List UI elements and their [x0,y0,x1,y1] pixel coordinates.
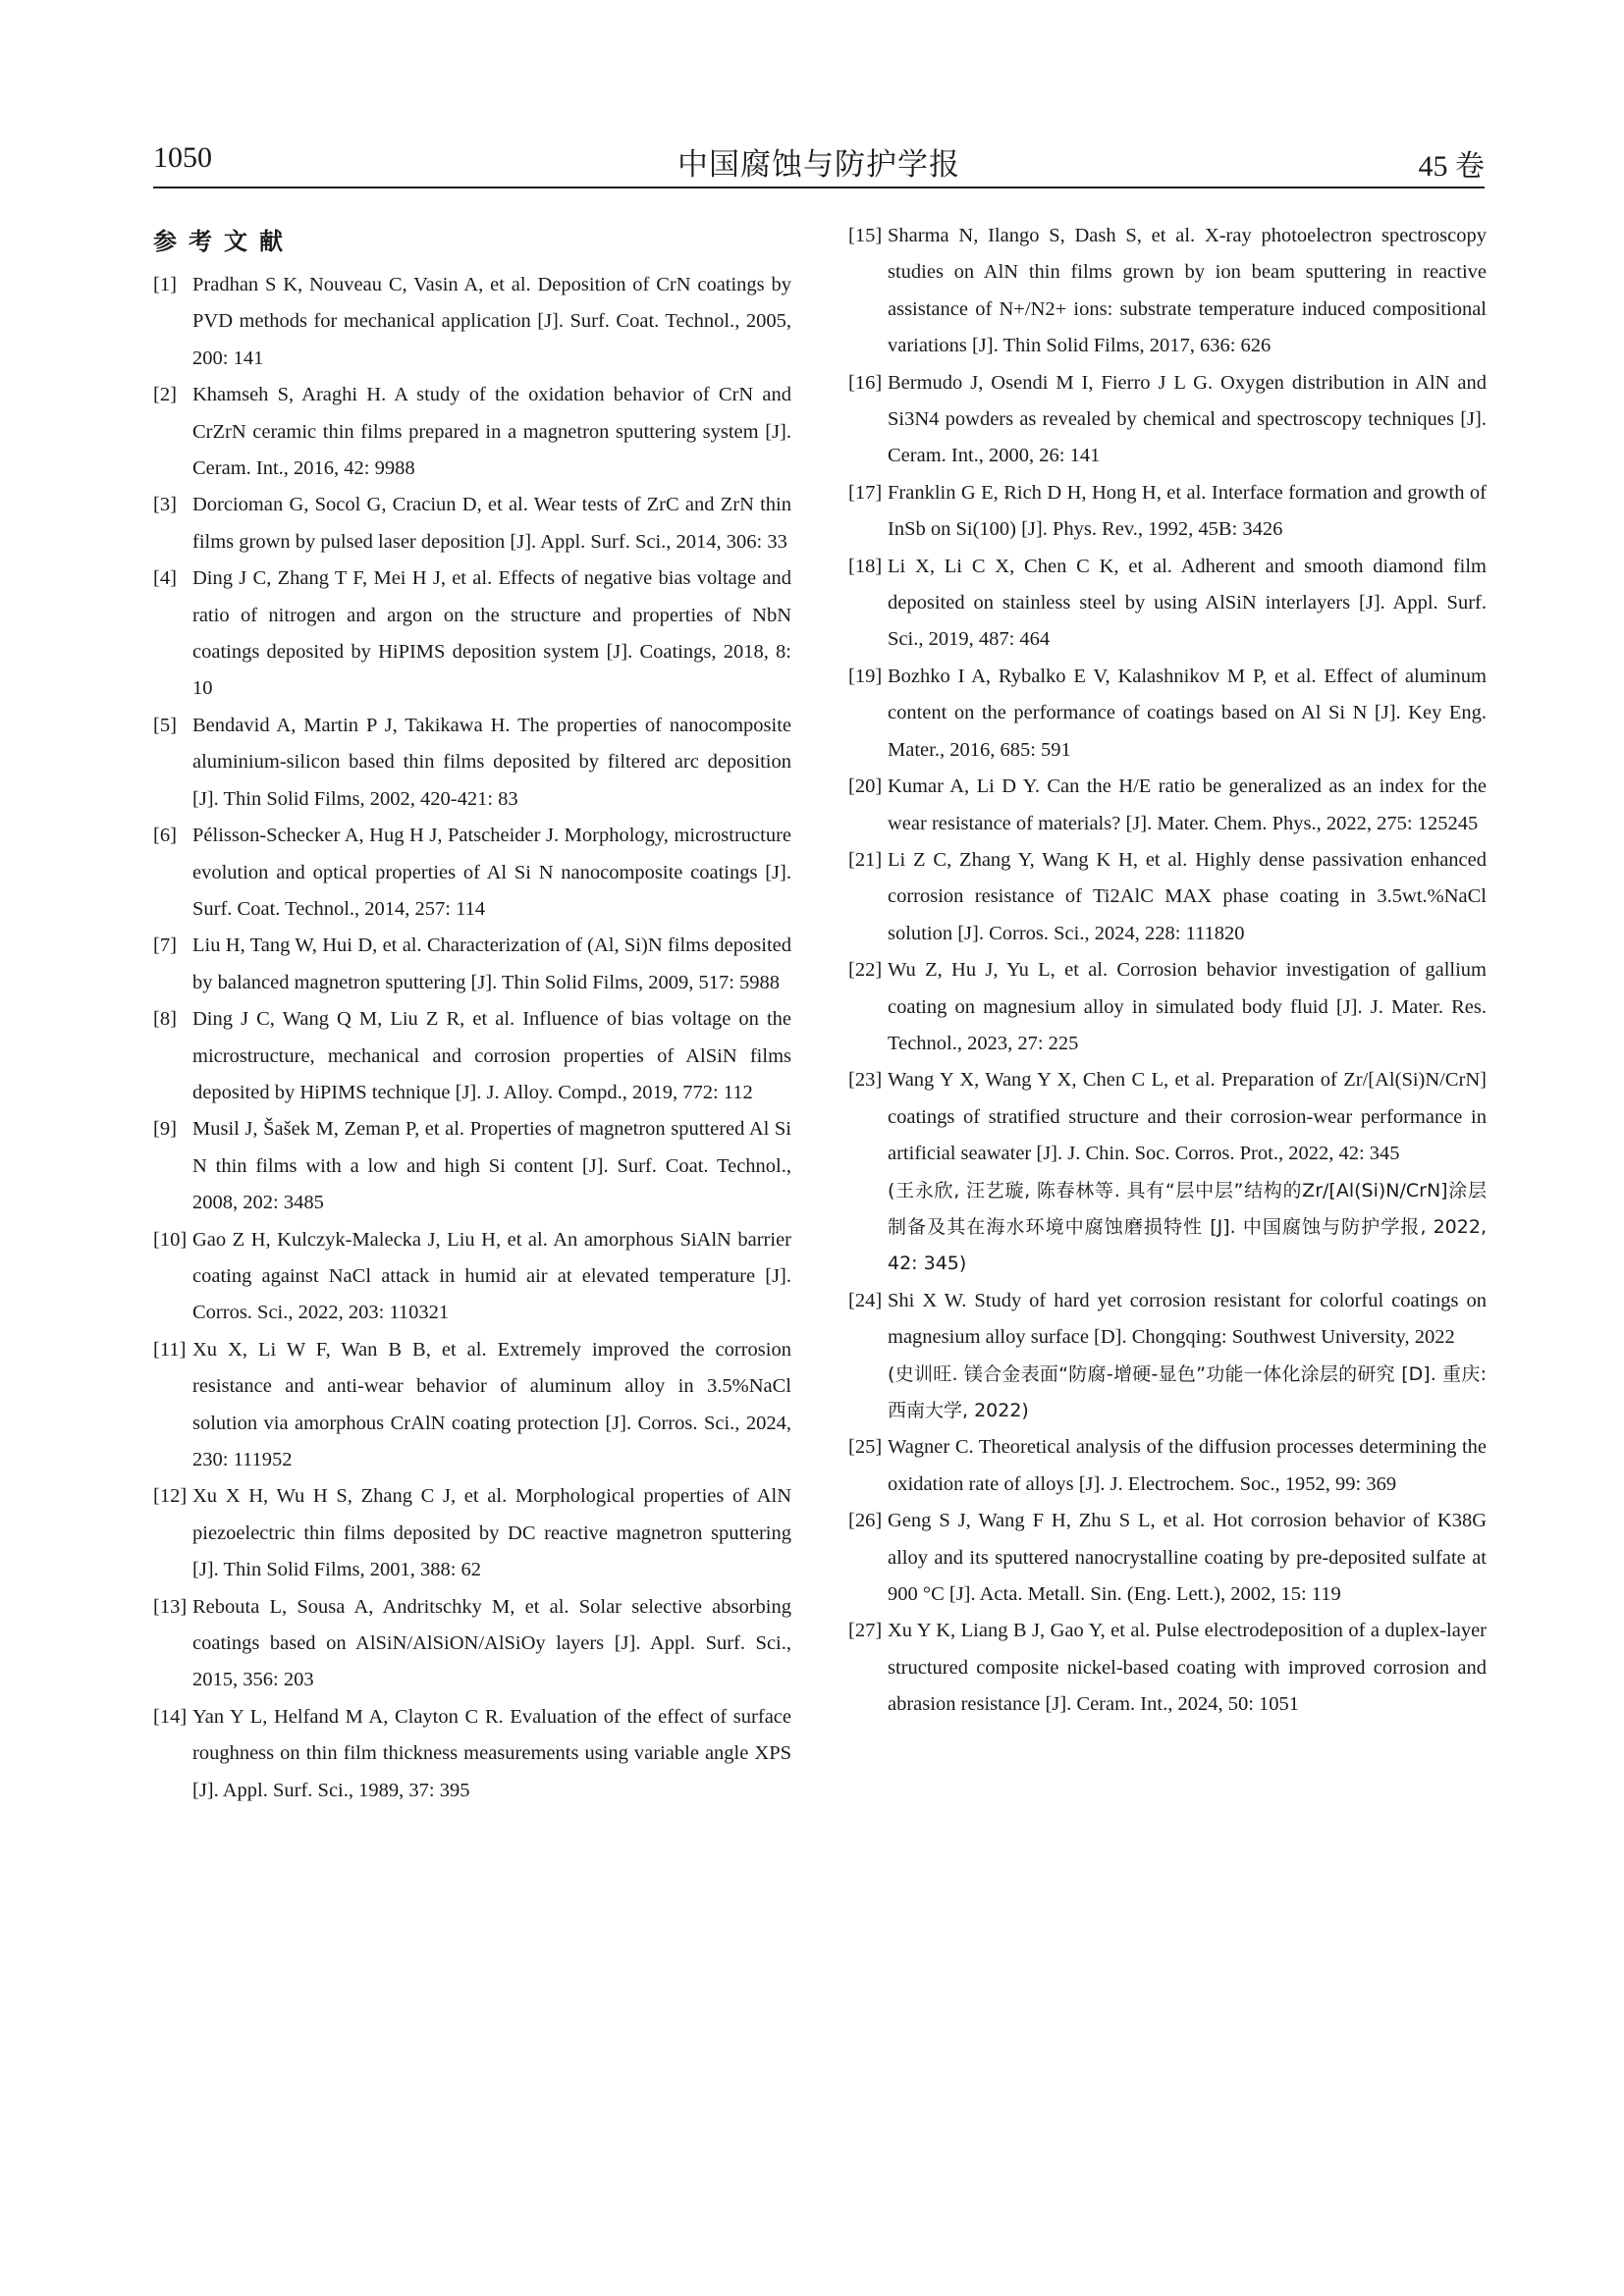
reference-number: [19] [848,665,883,687]
reference-item [153,818,791,928]
reference-number: [2] [153,384,177,406]
references-heading: 参考文献 [153,228,295,255]
reference-number: [15] [848,225,883,246]
reference-number: [17] [848,481,883,504]
reference-item [153,267,791,377]
right-column [848,218,1487,1724]
reference-item [848,1283,1487,1430]
reference-text: Li Z C, Zhang Y, Wang K H, et al. Highly dense passivation enhanced corrosion resistance of Ti2AlC MAX phase coating in 3.5wt.%NaCl solution [J]. Corros. Sci., 2024, 228: 111820 [888,848,1487,944]
reference-number: [7] [153,934,177,957]
reference-number: [12] [153,1485,188,1508]
reference-number: [1] [153,274,177,295]
reference-number: [9] [153,1118,177,1141]
reference-item [848,1503,1487,1613]
reference-text: Pélisson-Schecker A, Hug H J, Patscheider J. Morphology, microstructure evolution and optical properties of Al Si N nanocomposite coatings [J]. Surf. Coat. Technol., 2014, 257: 114 [192,825,791,920]
reference-item [848,769,1487,842]
reference-number: [4] [153,567,177,590]
reference-item [848,1429,1487,1503]
reference-text: Kumar A, Li D Y. Can the H/E ratio be generalized as an index for the wear resistance of materials? [J]. Mater. Chem. Phys., 2022, 275: 125245 [888,775,1487,834]
reference-item [153,1699,791,1809]
reference-item [153,1222,791,1332]
reference-text: Khamseh S, Araghi H. A study of the oxidation behavior of CrN and CrZrN ceramic thin films prepared in a magnetron sputtering system [J]. Ceram. Int., 2016, 42: 9988 [192,384,791,480]
reference-item [848,549,1487,659]
reference-list-right [848,218,1487,1724]
reference-chinese-text: (史训旺. 镁合金表面“防腐-增硬-显色”功能一体化涂层的研究 [D]. 重庆: 西南大学, 2022) [888,1362,1487,1421]
reference-item [153,708,791,818]
reference-item [848,218,1487,365]
reference-text: Musil J, Šašek M, Zeman P, et al. Properties of magnetron sputtered Al Si N thin films with a low and high Si content [J]. Surf. Coat. Technol., 2008, 202: 3485 [192,1118,791,1214]
reference-text: Xu X H, Wu H S, Zhang C J, et al. Morphological properties of AlN piezoelectric thin films deposited by DC reactive magnetron sputtering [J]. Thin Solid Films, 2001, 388: 62 [192,1485,791,1581]
reference-text: Wagner C. Theoretical analysis of the diffusion processes determining the oxidation rate of alloys [J]. J. Electrochem. Soc., 1952, 99: 369 [888,1436,1487,1495]
reference-text: Xu X, Li W F, Wan B B, et al. Extremely improved the corrosion resistance and anti-wear behavior of aluminum alloy in 3.5%NaCl solution via amorphous CrAlN coating protection [J]. Corros. Sci., 2024, 230: 111952 [192,1338,791,1470]
page-number: 1050 [153,141,212,174]
reference-number: [8] [153,1008,177,1031]
reference-item [848,365,1487,475]
volume-label: 45 卷 [1418,150,1485,183]
reference-text: Franklin G E, Rich D H, Hong H, et al. Interface formation and growth of InSb on Si(100) [J]. Phys. Rev., 1992, 45B: 3426 [888,481,1487,541]
reference-text: Ding J C, Zhang T F, Mei H J, et al. Effects of negative bias voltage and ratio of nitrogen and argon on the structure and properties of NbN coatings deposited by HiPIMS deposition system [J]. Coatings, 2018, 8: 10 [192,567,791,700]
reference-chinese-text: (王永欣, 汪艺璇, 陈春林等. 具有“层中层”结构的Zr/[Al(Si)N/CrN]涂层制备及其在海水环境中腐蚀磨损特性 [J]. 中国腐蚀与防护学报, 2022, 42: 345) [888,1179,1487,1275]
reference-number: [26] [848,1510,883,1532]
reference-item [153,1332,791,1479]
reference-number: [10] [153,1228,188,1251]
reference-text: Bendavid A, Martin P J, Takikawa H. The properties of nanocomposite aluminium-silicon based thin films deposited by filtered arc deposition [J]. Thin Solid Films, 2002, 420-421: 83 [192,714,791,810]
reference-text: Wang Y X, Wang Y X, Chen C L, et al. Preparation of Zr/[Al(Si)N/CrN] coatings of stratified structure and their corrosion-wear performance in artificial seawater [J]. J. Chin. Soc. Corros. Prot., 2022, 42: 345 [888,1069,1487,1165]
reference-item [153,1001,791,1111]
reference-number: [3] [153,494,177,516]
reference-text: Wu Z, Hu J, Yu L, et al. Corrosion behavior investigation of gallium coating on magnesium alloy in simulated body fluid [J]. J. Mater. Res. Technol., 2023, 27: 225 [888,959,1487,1054]
reference-text: Liu H, Tang W, Hui D, et al. Characterization of (Al, Si)N films deposited by balanced magnetron sputtering [J]. Thin Solid Films, 2009, 517: 5988 [192,934,791,993]
page-header [153,137,1485,188]
reference-text: Yan Y L, Helfand M A, Clayton C R. Evaluation of the effect of surface roughness on thin film thickness measurements using variable angle XPS [J]. Appl. Surf. Sci., 1989, 37: 395 [192,1705,791,1801]
reference-item [153,1111,791,1221]
reference-number: [18] [848,555,883,577]
reference-text: Rebouta L, Sousa A, Andritschky M, et al. Solar selective absorbing coatings based on AlSiN/AlSiON/AlSiOy layers [J]. Appl. Surf. Sci., 2015, 356: 203 [192,1595,791,1691]
reference-number: [24] [848,1289,883,1311]
reference-text: Bermudo J, Osendi M I, Fierro J L G. Oxygen distribution in AlN and Si3N4 powders as revealed by chemical and spectroscopy techniques [J]. Ceram. Int., 2000, 26: 141 [888,371,1487,467]
journal-title: 中国腐蚀与防护学报 [677,147,960,183]
reference-number: [25] [848,1436,883,1459]
reference-item [848,1613,1487,1723]
reference-text: Li X, Li C X, Chen C K, et al. Adherent and smooth diamond film deposited on stainless steel by using AlSiN interlayers [J]. Appl. Surf. Sci., 2019, 487: 464 [888,555,1487,651]
reference-text: Gao Z H, Kulczyk-Malecka J, Liu H, et al. An amorphous SiAlN barrier coating against NaCl attack in humid air at elevated temperature [J]. Corros. Sci., 2022, 203: 110321 [192,1228,791,1324]
reference-number: [21] [848,848,883,871]
reference-item [153,487,791,561]
reference-item [848,842,1487,952]
reference-number: [20] [848,775,883,798]
reference-number: [22] [848,959,883,982]
reference-text: Sharma N, Ilango S, Dash S, et al. X-ray photoelectron spectroscopy studies on AlN thin films grown by ion beam sputtering in reactive assistance of N+/N2+ ions: substrate temperature induced compositional variations [J]. Thin Solid Films, 2017, 636: 626 [888,225,1487,357]
reference-text: Dorcioman G, Socol G, Craciun D, et al. Wear tests of ZrC and ZrN thin films grown by pulsed laser deposition [J]. Appl. Surf. Sci., 2014, 306: 33 [192,494,791,553]
reference-text: Xu Y K, Liang B J, Gao Y, et al. Pulse electrodeposition of a duplex-layer structured composite nickel-based coating with improved corrosion and abrasion resistance [J]. Ceram. Int., 2024, 50: 1051 [888,1620,1487,1716]
reference-item [153,928,791,1001]
reference-text: Geng S J, Wang F H, Zhu S L, et al. Hot corrosion behavior of K38G alloy and its sputtered nanocrystalline coating by pre-deposited sulfate at 900 °C [J]. Acta. Metall. Sin. (Eng. Lett.), 2002, 15: 119 [888,1510,1487,1606]
reference-item [153,377,791,487]
reference-number: [23] [848,1069,883,1092]
reference-item [848,952,1487,1062]
left-column [153,218,791,1809]
reference-number: [5] [153,714,177,736]
reference-item [153,561,791,708]
reference-number: [11] [153,1338,187,1361]
reference-number: [27] [848,1620,883,1642]
reference-list-left [153,267,791,1809]
reference-text: Ding J C, Wang Q M, Liu Z R, et al. Influence of bias voltage on the microstructure, mechanical and corrosion properties of AlSiN films deposited by HiPIMS technique [J]. J. Alloy. Compd., 2019, 772: 112 [192,1008,791,1103]
reference-text: Pradhan S K, Nouveau C, Vasin A, et al. Deposition of CrN coatings by PVD methods for mechanical application [J]. Surf. Coat. Technol., 2005, 200: 141 [192,274,791,369]
reference-number: [16] [848,371,883,394]
reference-text: Bozhko I A, Rybalko E V, Kalashnikov M P, et al. Effect of aluminum content on the performance of coatings based on Al Si N [J]. Key Eng. Mater., 2016, 685: 591 [888,665,1487,761]
reference-item [153,1478,791,1588]
reference-item [848,475,1487,549]
reference-item [848,659,1487,769]
reference-item [153,1589,791,1699]
reference-number: [6] [153,825,177,847]
reference-number: [14] [153,1705,188,1728]
reference-item [848,1062,1487,1282]
reference-text: Shi X W. Study of hard yet corrosion resistant for colorful coatings on magnesium alloy surface [D]. Chongqing: Southwest University, 2022 [888,1289,1487,1349]
reference-number: [13] [153,1595,188,1618]
